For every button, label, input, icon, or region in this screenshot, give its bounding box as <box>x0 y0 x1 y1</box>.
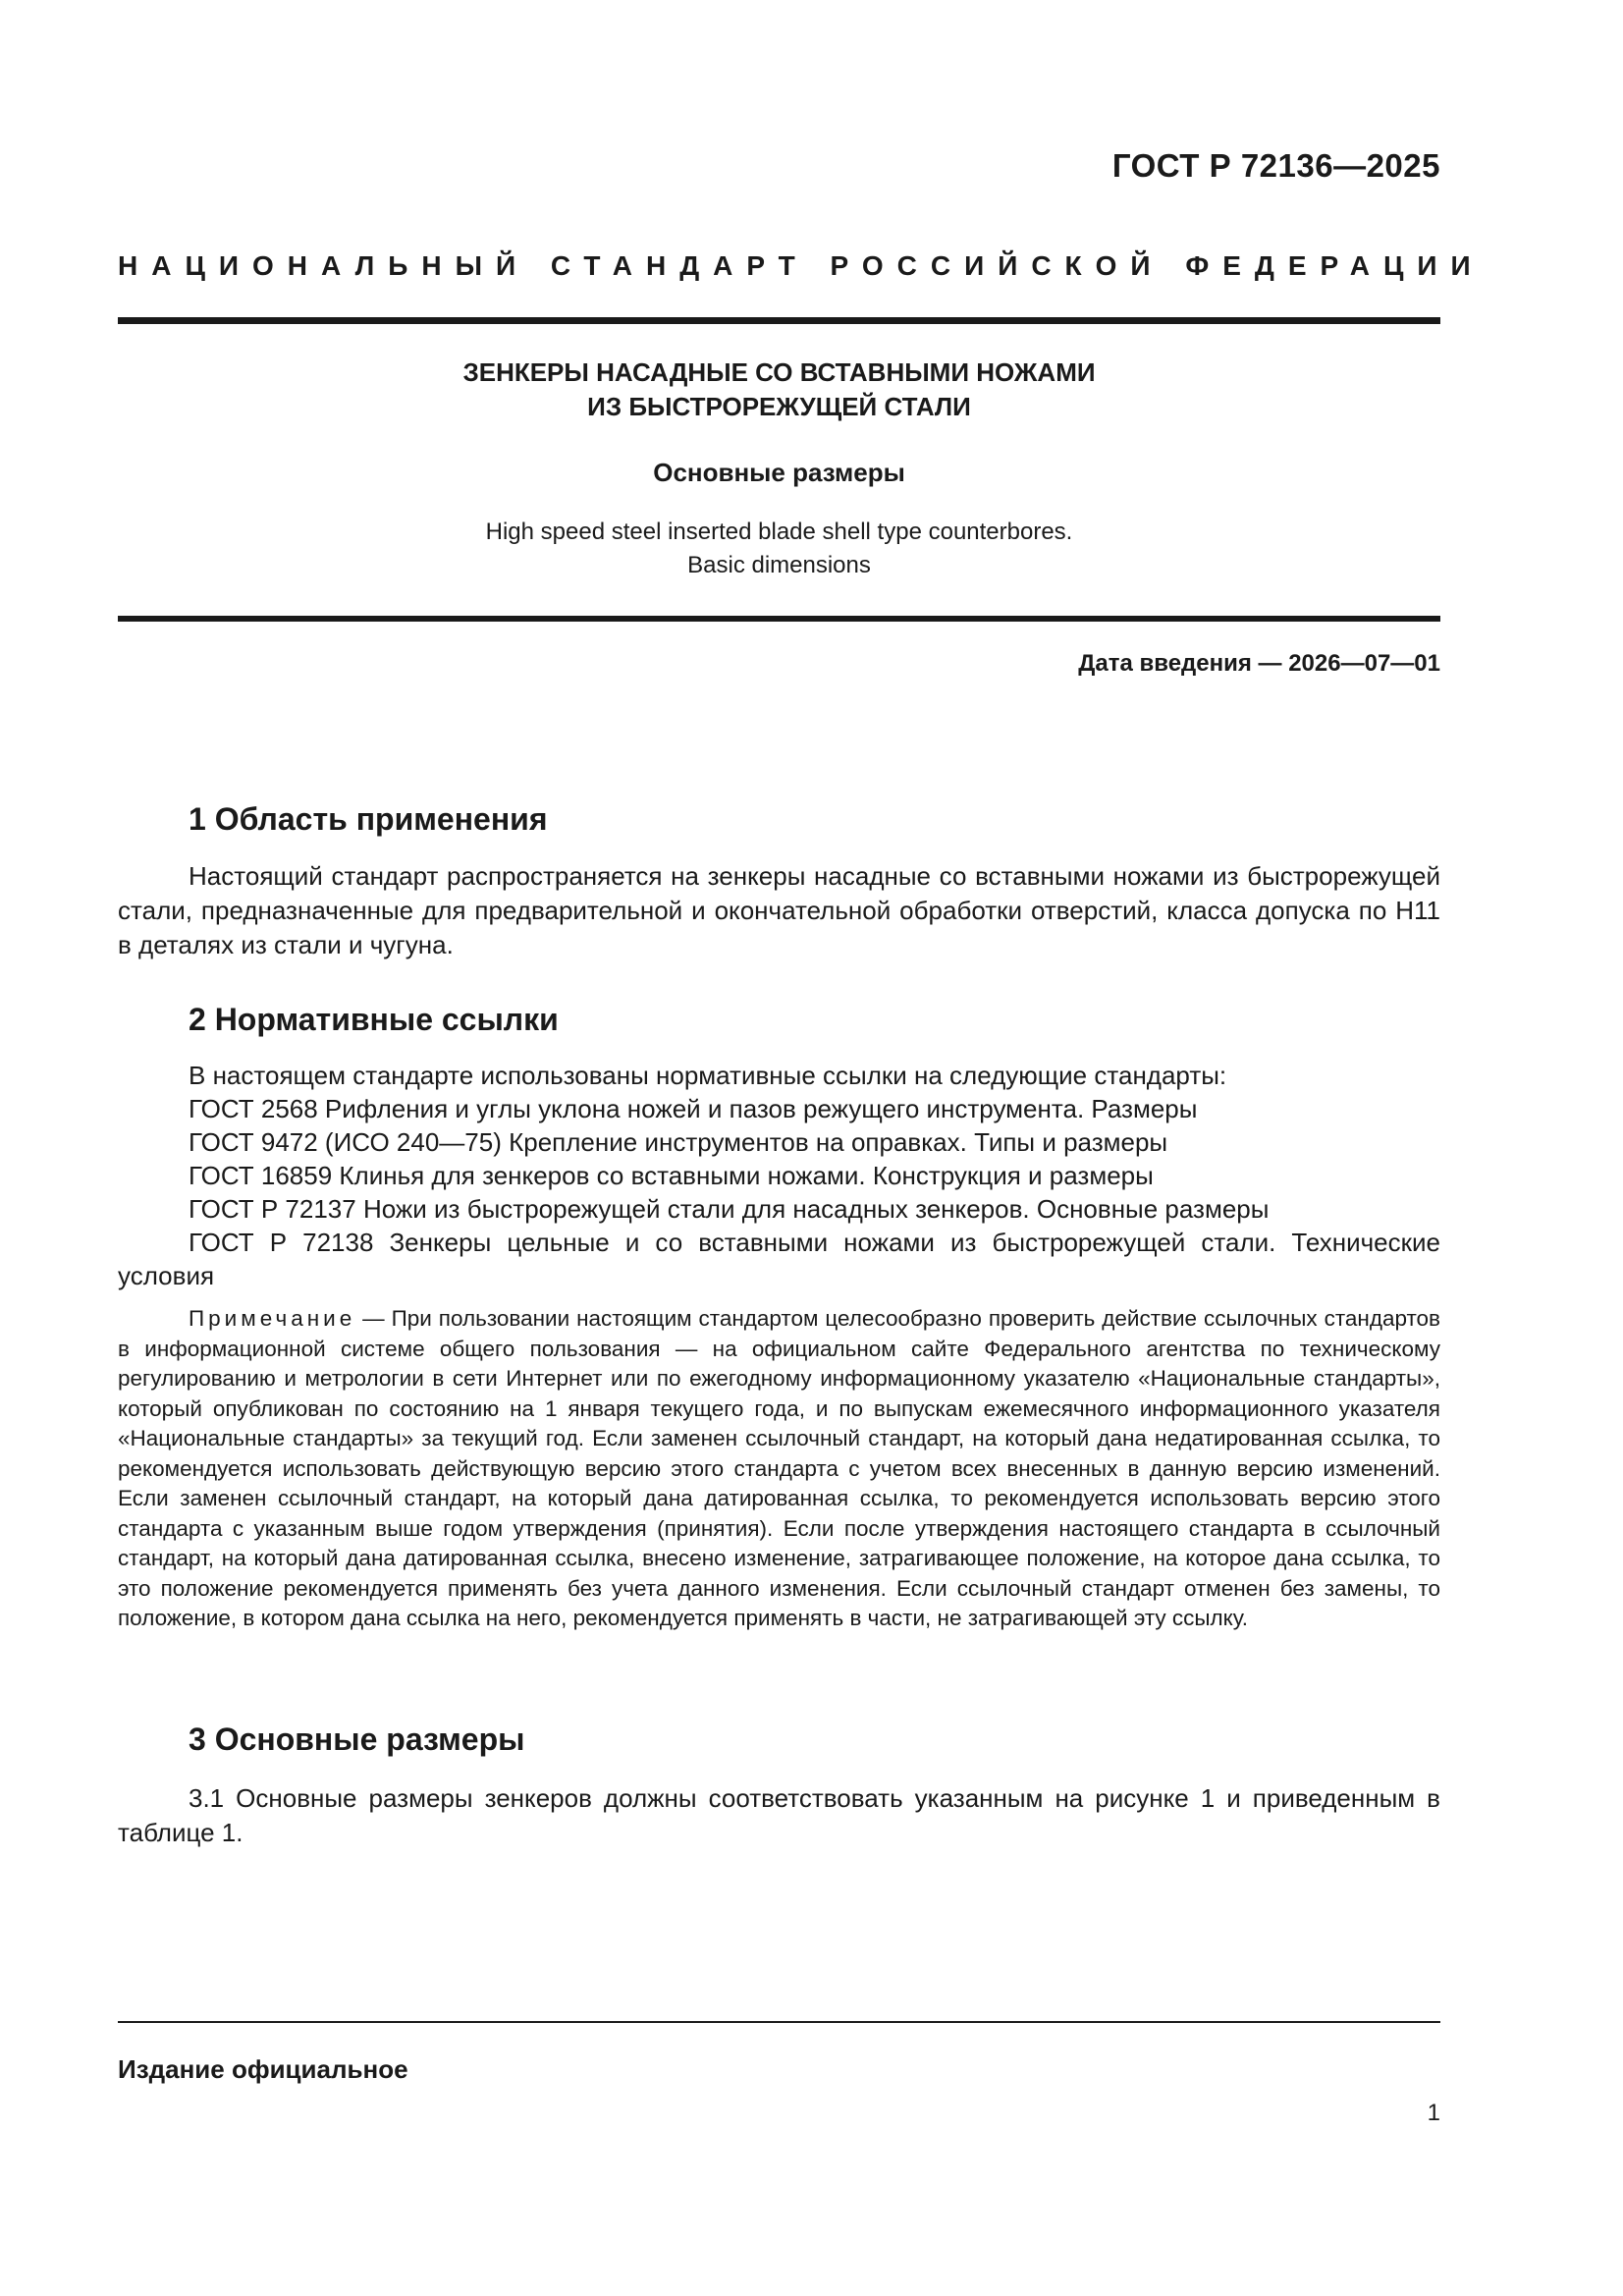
note-label: Примечание <box>189 1306 356 1331</box>
reference-item: ГОСТ 2568 Рифления и углы уклона ножей и пазов режущего инструмента. Размеры <box>189 1094 1198 1123</box>
national-standard-banner: НАЦИОНАЛЬНЫЙ СТАНДАРТ РОССИЙСКОЙ ФЕДЕРАЦИИ <box>118 250 1485 281</box>
reference-item-continuation: условия <box>118 1261 215 1290</box>
section-1-body <box>118 859 1440 962</box>
introduction-date: Дата введения — 2026—07—01 <box>1078 650 1440 677</box>
section-1-heading: 1 Область применения <box>189 801 548 837</box>
reference-item: ГОСТ 9472 (ИСО 240—75) Крепление инструментов на оправках. Типы и размеры <box>189 1127 1168 1157</box>
document-subtitle: Основные размеры <box>653 458 905 487</box>
section-3-text: 3.1 Основные размеры зенкеров должны соответствовать указанным на рисунке 1 и приведенным в таблице 1. <box>118 1783 1440 1847</box>
top-divider <box>118 317 1440 324</box>
section-2-heading: 2 Нормативные ссылки <box>189 1002 559 1037</box>
normative-references <box>118 1059 1440 1292</box>
official-edition-label: Издание официальное <box>118 2054 408 2084</box>
reference-item: ГОСТ Р 72138 Зенкеры цельные и со вставными ножами из быстрорежущей стали. Технические <box>189 1228 1440 1257</box>
english-title-line-2: Basic dimensions <box>687 552 871 578</box>
title-line-1: ЗЕНКЕРЫ НАСАДНЫЕ СО ВСТАВНЫМИ НОЖАМИ <box>462 357 1096 387</box>
footer-divider <box>118 2021 1440 2023</box>
section-1-text: Настоящий стандарт распространяется на зенкеры насадные со вставными ножами из быстрорежущей стали, предназначенные для предварительной и окончательной обработки отверстий, класса допуска по H11 в деталях из стали и чугуна. <box>118 861 1440 959</box>
english-title <box>118 516 1440 582</box>
references-intro: В настоящем стандарте использованы нормативные ссылки на следующие стандарты: <box>189 1061 1227 1090</box>
title-line-2: ИЗ БЫСТРОРЕЖУЩЕЙ СТАЛИ <box>587 392 971 421</box>
note-paragraph <box>118 1304 1440 1634</box>
note-block <box>118 1304 1440 1634</box>
note-text: — При пользовании настоящим стандартом целесообразно проверить действие ссылочных стандартов в информационной системе общего пользования — на официальном сайте Федерального агентства по техническому регулированию и метрологии в сети Интернет или по ежегодному информационному указателю «Национальные стандарты», который опубликован по состоянию на 1 января текущего года, и по выпускам ежемесячного информационного указателя «Национальные стандарты» за текущий год. Если заменен ссылочный стандарт, на который дана недатированная ссылка, то рекомендуется использовать действующую версию этого стандарта с учетом всех внесенных в данную версию изменений. Если заменен ссылочный стандарт, на который дана датированная ссылка, то рекомендуется использовать версию этого стандарта с указанным выше годом утверждения (принятия). Если после утверждения настоящего стандарта в ссылочный стандарт, на который дана датированная ссылка, внесено изменение, затрагивающее положение, на которое дана ссылка, то это положение рекомендуется применять без учета данного изменения. Если ссылочный стандарт отменен без замены, то положение, в котором дана ссылка на него, рекомендуется применять в части, не затрагивающей эту ссылку. <box>118 1306 1440 1630</box>
title-divider <box>118 616 1440 622</box>
english-title-line-1: High speed steel inserted blade shell type counterbores. <box>485 519 1073 545</box>
document-title <box>118 355 1440 424</box>
reference-item: ГОСТ 16859 Клинья для зенкеров со вставными ножами. Конструкция и размеры <box>189 1161 1154 1190</box>
page-number: 1 <box>1427 2100 1440 2126</box>
section-3-body <box>118 1781 1440 1850</box>
reference-item: ГОСТ Р 72137 Ножи из быстрорежущей стали для насадных зенкеров. Основные размеры <box>189 1194 1270 1224</box>
document-number: ГОСТ Р 72136—2025 <box>1111 147 1440 184</box>
section-3-heading: 3 Основные размеры <box>189 1722 525 1757</box>
